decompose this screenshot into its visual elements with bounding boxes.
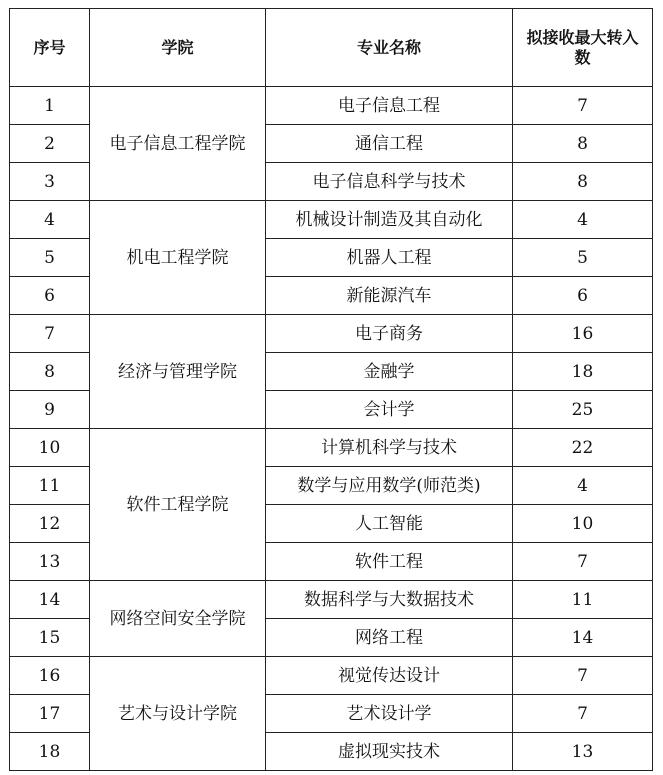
table-row bbox=[10, 315, 653, 353]
max-transfer-count: 16 bbox=[513, 315, 653, 353]
row-index: 6 bbox=[10, 277, 90, 315]
major-name: 新能源汽车 bbox=[266, 277, 513, 315]
row-index: 1 bbox=[10, 87, 90, 125]
max-transfer-count: 22 bbox=[513, 429, 653, 467]
header-max-transfer: 拟接收最大转入数 bbox=[513, 9, 653, 87]
table-row bbox=[10, 201, 653, 239]
max-transfer-count: 8 bbox=[513, 125, 653, 163]
college-name: 网络空间安全学院 bbox=[90, 581, 266, 657]
college-name: 软件工程学院 bbox=[90, 429, 266, 581]
college-name: 机电工程学院 bbox=[90, 201, 266, 315]
max-transfer-count: 10 bbox=[513, 505, 653, 543]
row-index: 15 bbox=[10, 619, 90, 657]
major-name: 机械设计制造及其自动化 bbox=[266, 201, 513, 239]
major-name: 网络工程 bbox=[266, 619, 513, 657]
major-name: 电子信息科学与技术 bbox=[266, 163, 513, 201]
major-name: 人工智能 bbox=[266, 505, 513, 543]
row-index: 5 bbox=[10, 239, 90, 277]
table-row bbox=[10, 581, 653, 619]
major-name: 计算机科学与技术 bbox=[266, 429, 513, 467]
table-row bbox=[10, 87, 653, 125]
major-name: 数据科学与大数据技术 bbox=[266, 581, 513, 619]
major-name: 会计学 bbox=[266, 391, 513, 429]
transfer-quota-table bbox=[9, 8, 653, 771]
max-transfer-count: 7 bbox=[513, 695, 653, 733]
header-major: 专业名称 bbox=[266, 9, 513, 87]
row-index: 17 bbox=[10, 695, 90, 733]
max-transfer-count: 14 bbox=[513, 619, 653, 657]
row-index: 7 bbox=[10, 315, 90, 353]
major-name: 电子信息工程 bbox=[266, 87, 513, 125]
table-body bbox=[10, 87, 653, 771]
row-index: 10 bbox=[10, 429, 90, 467]
max-transfer-count: 25 bbox=[513, 391, 653, 429]
college-name: 经济与管理学院 bbox=[90, 315, 266, 429]
table-row bbox=[10, 657, 653, 695]
row-index: 11 bbox=[10, 467, 90, 505]
header-index: 序号 bbox=[10, 9, 90, 87]
row-index: 12 bbox=[10, 505, 90, 543]
major-name: 通信工程 bbox=[266, 125, 513, 163]
major-name: 虚拟现实技术 bbox=[266, 733, 513, 771]
row-index: 8 bbox=[10, 353, 90, 391]
row-index: 3 bbox=[10, 163, 90, 201]
max-transfer-count: 7 bbox=[513, 657, 653, 695]
major-name: 数学与应用数学(师范类) bbox=[266, 467, 513, 505]
major-name: 机器人工程 bbox=[266, 239, 513, 277]
major-name: 软件工程 bbox=[266, 543, 513, 581]
row-index: 13 bbox=[10, 543, 90, 581]
header-row bbox=[10, 9, 653, 87]
major-name: 金融学 bbox=[266, 353, 513, 391]
row-index: 4 bbox=[10, 201, 90, 239]
major-name: 艺术设计学 bbox=[266, 695, 513, 733]
max-transfer-count: 7 bbox=[513, 543, 653, 581]
max-transfer-count: 7 bbox=[513, 87, 653, 125]
header-college: 学院 bbox=[90, 9, 266, 87]
row-index: 14 bbox=[10, 581, 90, 619]
max-transfer-count: 5 bbox=[513, 239, 653, 277]
max-transfer-count: 4 bbox=[513, 467, 653, 505]
max-transfer-count: 18 bbox=[513, 353, 653, 391]
max-transfer-count: 4 bbox=[513, 201, 653, 239]
row-index: 2 bbox=[10, 125, 90, 163]
row-index: 16 bbox=[10, 657, 90, 695]
max-transfer-count: 8 bbox=[513, 163, 653, 201]
row-index: 18 bbox=[10, 733, 90, 771]
row-index: 9 bbox=[10, 391, 90, 429]
max-transfer-count: 13 bbox=[513, 733, 653, 771]
college-name: 艺术与设计学院 bbox=[90, 657, 266, 771]
max-transfer-count: 11 bbox=[513, 581, 653, 619]
major-name: 电子商务 bbox=[266, 315, 513, 353]
major-name: 视觉传达设计 bbox=[266, 657, 513, 695]
table-row bbox=[10, 429, 653, 467]
max-transfer-count: 6 bbox=[513, 277, 653, 315]
college-name: 电子信息工程学院 bbox=[90, 87, 266, 201]
